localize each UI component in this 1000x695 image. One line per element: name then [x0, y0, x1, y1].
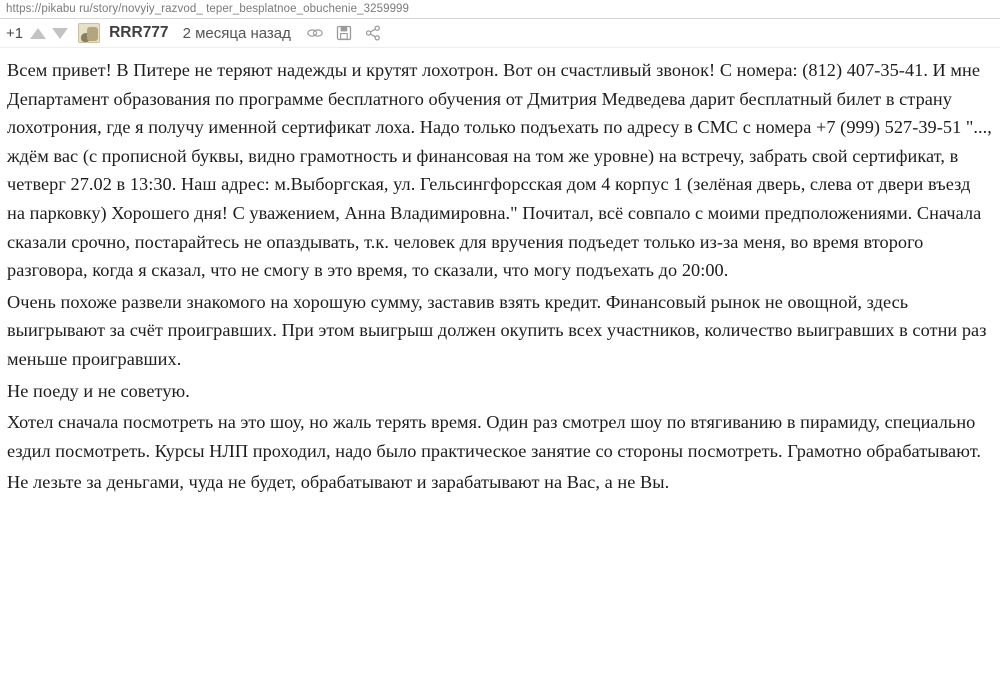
comment-paragraph: Очень похоже развели знакомого на хорошую сумму, заставив взять кредит. Финансовый рынок не овощной, здесь выигрывают за счёт проигравших. При этом выигрыш должен окупить всех участников, количество выигравших в сотни раз меньше проигравших. [7, 291, 987, 369]
comment-rating: +1 [6, 24, 24, 42]
comment-paragraph: Всем привет! В Питере не теряют надежды и крутят лохотрон. Вот он счастливый звонок! С номера: (812) 407-35-41. И мне Департамент образования по программе бесплатного обучения от Дмитрия Медведева дарит бесплатный билет в страну лохотрония, где я получу именной сертификат лоха. Надо только подъехать по адресу в СМС с номера +7 (999) 527-39-51 "..., ждём вас (с прописной буквы, видно грамотность и финансовая на том же уровне) на встречу, забрать свой сертификат, в четверг 27.02 в 13:30. Наш адрес: м.Выборгская, ул. Гельсингфорсская дом 4 корпус 1 (зелёная дверь, слева от двери въезд на парковку) Хорошего дня! С уважением, Анна Владимировна." Почитал, всё совпало с моими предположениями. Сначала сказали срочно, постарайтесь не опаздывать, т.к. человек для вручения подъедет только из-за меня, во время второго разговора, когда я сказал, что не смогу в это время, то сказали, что могу подъехать до 20:00. [7, 60, 992, 281]
comment-body [0, 48, 1000, 497]
share-icon[interactable] [365, 25, 381, 41]
comment-paragraph: Не поеду и не советую. [7, 380, 190, 401]
url-text: https://pikabu ru/story/novyiy_razvod_ teper_besplatnoe_obuchenie_3259999 [6, 3, 410, 15]
comment-paragraph: Не лезьте за деньгами, чуда не будет, обрабатывают и зарабатывают на Вас, а не Вы. [7, 472, 670, 493]
browser-url-bar[interactable] [0, 0, 1000, 19]
comment-timestamp: 2 месяца назад [182, 24, 291, 42]
link-icon[interactable] [307, 25, 323, 41]
comment-author-name[interactable]: RRR777 [109, 24, 169, 41]
comment-action-icons [307, 25, 381, 41]
comment-paragraph: Хотел сначала посмотреть на это шоу, но жаль терять время. Один раз смотрел шоу по втягиванию в пирамиду, специально ездил посмотреть. Курсы НЛП проходил, надо было практическое занятие со стороны посмотреть. Грамотно обрабатывают. [7, 412, 981, 461]
save-icon[interactable] [336, 25, 352, 41]
comment-header [0, 19, 1000, 48]
avatar[interactable] [78, 23, 100, 43]
arrow-up-icon[interactable] [30, 28, 46, 39]
arrow-down-icon[interactable] [52, 28, 68, 39]
